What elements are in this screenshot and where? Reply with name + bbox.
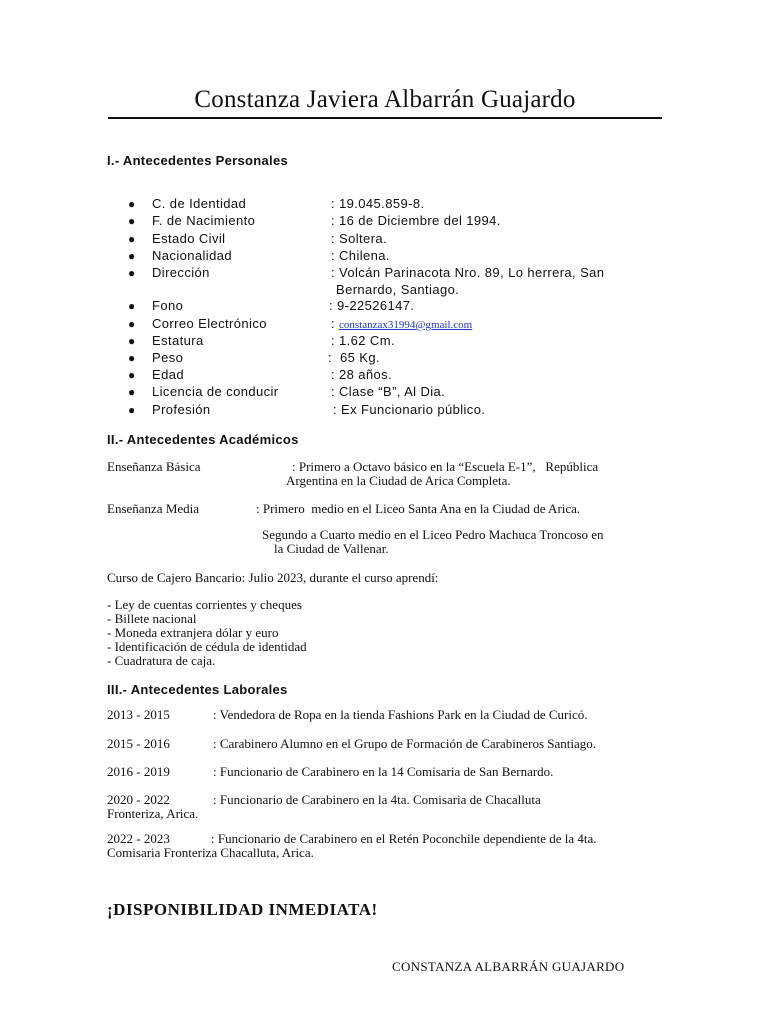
personal-value: : Ex Funcionario público. — [333, 402, 486, 417]
bullet-icon: ● — [128, 385, 136, 399]
media-label: Enseñanza Media — [107, 501, 200, 516]
media-line-3: la Ciudad de Vallenar. — [274, 541, 389, 556]
job-period: 2016 - 2019 — [107, 764, 170, 779]
personal-value: : 28 años. — [331, 367, 393, 382]
job-description: : Funcionario de Carabinero en la 4ta. Comisaria de Chacalluta — [213, 792, 541, 807]
bullet-icon: ● — [128, 368, 136, 382]
personal-value-continued: Bernardo, Santiago. — [336, 282, 460, 297]
bullet-icon: ● — [128, 351, 136, 365]
bullet-icon: ● — [128, 197, 136, 211]
personal-label: Estado Civil — [152, 231, 226, 246]
bullet-icon: ● — [128, 232, 136, 246]
academic-section-heading: II.- Antecedentes Académicos — [107, 432, 299, 447]
personal-value: : 65 Kg. — [328, 350, 381, 365]
course-item: - Billete nacional — [107, 611, 197, 626]
personal-label: Fono — [152, 298, 184, 313]
job-period: 2022 - 2023 — [107, 831, 170, 846]
personal-value: : 16 de Diciembre del 1994. — [331, 213, 501, 228]
page-title: Constanza Javiera Albarrán Guajardo — [194, 86, 576, 113]
bullet-icon: ● — [128, 299, 136, 313]
bullet-icon: ● — [128, 334, 136, 348]
signature-name: CONSTANZA ALBARRÁN GUAJARDO — [392, 959, 625, 974]
course-item: - Identificación de cédula de identidad — [107, 639, 307, 654]
job-description: : Funcionario de Carabinero en el Retén Poconchile dependiente de la 4ta. — [211, 831, 597, 846]
personal-label: Edad — [152, 367, 184, 382]
personal-value: : Chilena. — [331, 248, 390, 263]
personal-value: : Soltera. — [331, 231, 388, 246]
personal-value: : 1.62 Cm. — [331, 333, 395, 348]
job-description-continued: Fronteriza, Arica. — [107, 806, 199, 821]
media-line-1: : Primero medio en el Liceo Santa Ana en la Ciudad de Arica. — [256, 501, 581, 516]
basica-line-1: : Primero a Octavo básico en la “Escuela E-1”, República — [292, 459, 599, 474]
personal-section-heading: I.- Antecedentes Personales — [107, 153, 289, 168]
basica-label: Enseñanza Básica — [107, 459, 201, 474]
personal-label: Estatura — [152, 333, 204, 348]
course-item: - Cuadratura de caja. — [107, 653, 216, 668]
labor-section-heading: III.- Antecedentes Laborales — [107, 682, 288, 697]
personal-label: Profesión — [152, 402, 211, 417]
course-item: - Ley de cuentas corrientes y cheques — [107, 597, 302, 612]
personal-label: Peso — [152, 350, 184, 365]
personal-label: Correo Electrónico — [152, 316, 267, 331]
personal-label: C. de Identidad — [152, 196, 247, 211]
personal-label: Dirección — [152, 265, 210, 280]
job-description: : Carabinero Alumno en el Grupo de Formación de Carabineros Santiago. — [213, 736, 597, 751]
basica-line-2: Argentina en la Ciudad de Arica Completa. — [286, 473, 511, 488]
personal-value: : — [331, 316, 336, 331]
bullet-icon: ● — [128, 266, 136, 280]
job-description: : Funcionario de Carabinero en la 14 Comisaria de San Bernardo. — [213, 764, 554, 779]
job-period: 2015 - 2016 — [107, 736, 170, 751]
personal-value: : Volcán Parinacota Nro. 89, Lo herrera, San — [331, 265, 605, 280]
personal-label: Nacionalidad — [152, 248, 232, 263]
job-description: : Vendedora de Ropa en la tienda Fashions Park en la Ciudad de Curicó. — [213, 707, 588, 722]
personal-value: : 9-22526147. — [329, 298, 415, 313]
title-underline — [108, 117, 662, 119]
personal-value: : Clase “B”, Al Dia. — [331, 384, 446, 399]
course-item: - Moneda extranjera dólar y euro — [107, 625, 279, 640]
job-description-continued: Comisaria Fronteriza Chacalluta, Arica. — [107, 845, 314, 860]
media-line-2: Segundo a Cuarto medio en el Liceo Pedro Machuca Troncoso en — [262, 527, 604, 542]
email-link[interactable]: constanzax31994@gmail.com — [339, 319, 473, 331]
bullet-icon: ● — [128, 249, 136, 263]
bullet-icon: ● — [128, 214, 136, 228]
bullet-icon: ● — [128, 403, 136, 417]
personal-label: Licencia de conducir — [152, 384, 279, 399]
bullet-icon: ● — [128, 317, 136, 331]
personal-label: F. de Nacimiento — [152, 213, 256, 228]
personal-value: : 19.045.859-8. — [331, 196, 425, 211]
job-period: 2020 - 2022 — [107, 792, 170, 807]
course-intro: Curso de Cajero Bancario: Julio 2023, durante el curso aprendí: — [107, 570, 439, 585]
job-period: 2013 - 2015 — [107, 707, 170, 722]
availability-statement: ¡DISPONIBILIDAD INMEDIATA! — [107, 900, 378, 919]
